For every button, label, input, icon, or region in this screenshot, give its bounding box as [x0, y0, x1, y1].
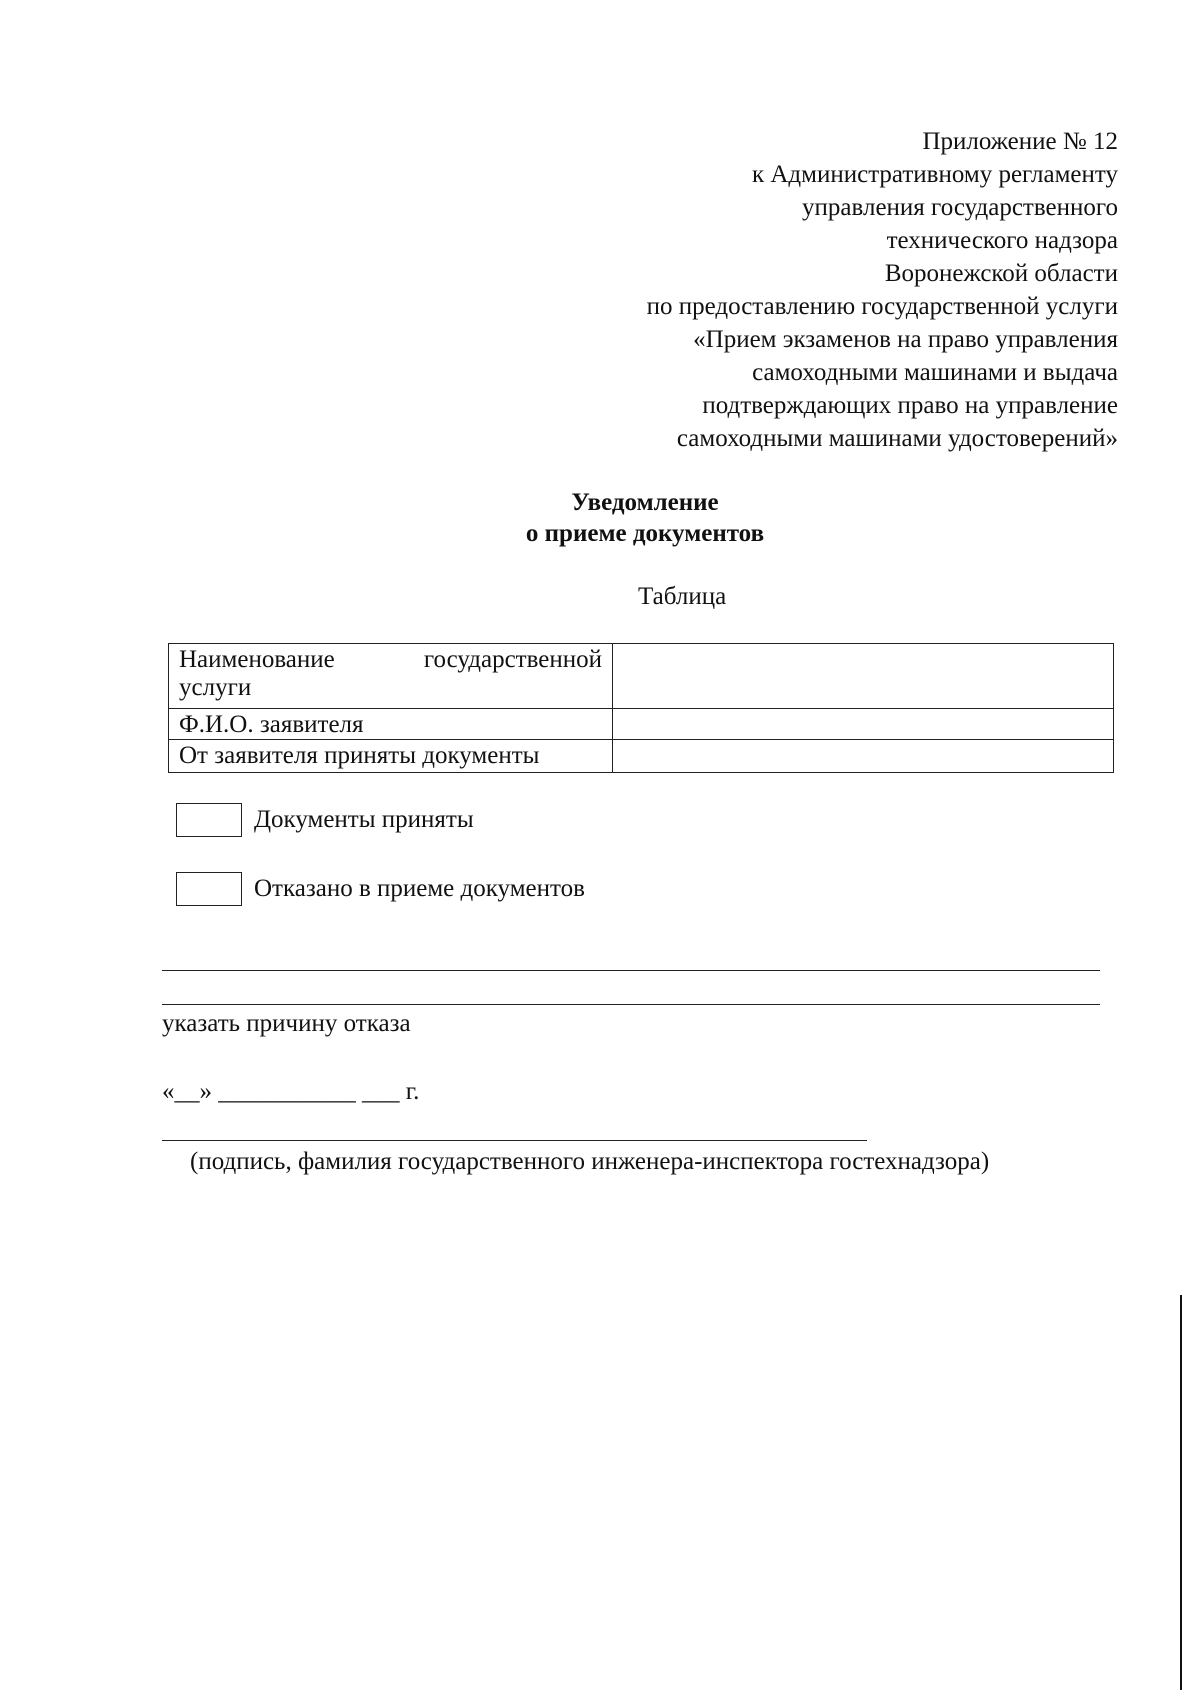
appendix-line: подтверждающих право на управление: [702, 392, 1118, 419]
reason-line[interactable]: [162, 970, 1100, 971]
refused-checkbox[interactable]: [176, 872, 242, 906]
appendix-line: управления государственного: [802, 194, 1118, 221]
signature-caption: (подпись, фамилия государственного инженера-инспектора гостехнадзора): [190, 1148, 990, 1175]
accepted-label: Документы приняты: [254, 806, 474, 833]
appendix-line: к Административному регламенту: [751, 161, 1118, 188]
table-caption: Таблица: [638, 583, 727, 610]
scan-edge-mark: [1180, 1295, 1182, 1690]
appendix-line: Воронежской области: [884, 260, 1118, 287]
appendix-header: [498, 125, 1118, 455]
info-table: [168, 643, 1114, 773]
reason-line[interactable]: [162, 1004, 1100, 1005]
accepted-option: [176, 803, 474, 837]
appendix-line: самоходными машинами удостоверений»: [676, 425, 1118, 452]
service-name-label-word: государственной: [423, 646, 602, 673]
signature-line[interactable]: [162, 1140, 867, 1141]
appendix-line: по предоставлению государственной услуги: [646, 293, 1118, 320]
appendix-line: технического надзора: [886, 227, 1118, 254]
applicant-name-label: Ф.И.О. заявителя: [169, 709, 613, 740]
applicant-name-field[interactable]: [613, 709, 1114, 740]
service-name-field[interactable]: [613, 644, 1114, 709]
table-row: [169, 709, 1114, 740]
service-name-label-word: Наименование: [179, 646, 335, 673]
refused-label: Отказано в приеме документов: [254, 875, 585, 902]
document-subtitle: о приеме документов: [525, 520, 765, 547]
reason-label: указать причину отказа: [162, 1010, 411, 1037]
document-title: Уведомление: [571, 489, 719, 516]
date-field[interactable]: «__» ___________ ___ г.: [162, 1078, 420, 1105]
service-name-label: [169, 644, 613, 709]
refused-option: [176, 872, 585, 906]
documents-accepted-label: От заявителя приняты документы: [169, 740, 613, 773]
service-name-label-word: услуги: [179, 674, 252, 701]
documents-accepted-field[interactable]: [613, 740, 1114, 773]
appendix-line: «Прием экзаменов на право управления: [693, 326, 1118, 353]
appendix-line: Приложение № 12: [922, 128, 1118, 155]
table-row: [169, 740, 1114, 773]
table-row: [169, 644, 1114, 709]
accepted-checkbox[interactable]: [176, 803, 242, 837]
appendix-line: самоходными машинами и выдача: [752, 359, 1118, 386]
